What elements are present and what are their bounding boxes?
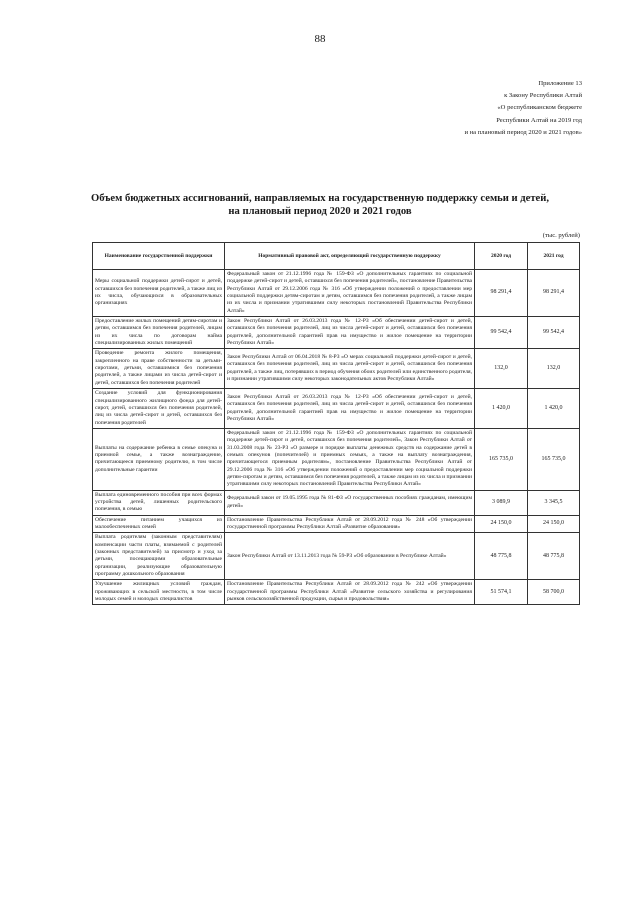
amount-2020-cell: 24 150,0: [475, 515, 528, 533]
support-name-cell: Обеспечение питанием учащихся из малообеспеченных семей: [93, 515, 225, 533]
amount-2021-cell: 165 735,0: [528, 428, 580, 490]
units-label: (тыс. рублей): [542, 232, 580, 239]
amount-2021-cell: 3 345,5: [528, 490, 580, 515]
appendix-header: [464, 78, 582, 139]
legal-act-cell: Постановление Правительства Республики Алтай от 28.09.2012 года № 248 «Об утверждении государственной программы Республики Алтай «Развитие образования»: [225, 515, 475, 533]
table-row: [93, 389, 580, 429]
amount-2020-cell: 51 574,1: [475, 580, 528, 605]
header-2021: 2021 год: [528, 243, 580, 270]
amount-2021-cell: 98 291,4: [528, 270, 580, 317]
support-name-cell: Меры социальной поддержки детей-сирот и детей, оставшихся без попечения родителей, а также лиц из их числа, обучающихся в образовательных организациях: [93, 270, 225, 317]
support-name-cell: Проведение ремонта жилого помещения, закрепленного на праве собственности за детьми-сиротами, детьми, оставшимися без попечения родителей, а также лицами из числа детей-сирот и детей, оставшихся без попечения родителей: [93, 349, 225, 389]
table-row: [93, 515, 580, 533]
table-row: [93, 270, 580, 317]
appendix-line: к Закону Республики Алтай: [504, 92, 582, 100]
title-line: на плановый период 2020 и 2021 годов: [228, 206, 412, 217]
table-row: [93, 533, 580, 580]
table-row: [93, 490, 580, 515]
legal-act-cell: Закон Республики Алтай от 13.11.2013 года № 59-РЗ «Об образовании в Республике Алтай»: [225, 533, 475, 580]
header-2020: 2020 год: [475, 243, 528, 270]
appendix-line: и на плановый период 2020 и 2021 годов»: [464, 128, 582, 136]
amount-2020-cell: 165 735,0: [475, 428, 528, 490]
document-title: [60, 192, 580, 218]
budget-table: [92, 242, 580, 605]
table-row: [93, 349, 580, 389]
amount-2021-cell: 132,0: [528, 349, 580, 389]
title-line: Объем бюджетных ассигнований, направляемых на государственную поддержку семьи и детей,: [90, 193, 550, 204]
amount-2021-cell: 48 775,8: [528, 533, 580, 580]
amount-2020-cell: 3 089,9: [475, 490, 528, 515]
table-row: [93, 428, 580, 490]
amount-2020-cell: 48 775,8: [475, 533, 528, 580]
support-name-cell: Выплата родителям (законным представителям) компенсации части платы, взимаемой с родителей (законных представителей) за присмотр и уход за детьми, посещающими образовательные организации, реализующие образовательную программу дошкольного образования: [93, 533, 225, 580]
amount-2021-cell: 24 150,0: [528, 515, 580, 533]
legal-act-cell: Федеральный закон от 21.12.1996 года № 159-ФЗ «О дополнительных гарантиях по социальной поддержке детей-сирот и детей, оставшихся без попечения родителей», Закон Республики Алтай от 31.03.2008 года № 23-РЗ «О размере и порядке выплаты денежных средств на содержание детей в семьях опекунов (попечителей) и приемных семьях, а также на выплату вознаграждения, причитающегося приемным родителям», постановление Правительства Республики Алтай от 29.12.2006 года № 316 «Об утверждении положений о предоставлении мер социальной поддержки детям-сиротам и детям, оставшимся без попечения родителей, а также лицам из их числа и признании утратившими силу некоторых постановлений Правительства Республики Алтай»: [225, 428, 475, 490]
amount-2020-cell: 98 291,4: [475, 270, 528, 317]
legal-act-cell: Закон Республики Алтай от 06.04.2018 № 8-РЗ «О мерах социальной поддержки детей-сирот и детей, оставшихся без попечения родителей, лиц из числа детей-сирот и детей, оставшихся без попечения родителей, а также лиц, потерявших в период обучения обоих родителей или единственного родителя, и признании утратившими силу некоторых законодательных актов Республики Алтай»: [225, 349, 475, 389]
amount-2021-cell: 58 700,0: [528, 580, 580, 605]
table-row: [93, 580, 580, 605]
support-name-cell: Предоставление жилых помещений детям-сиротам и детям, оставшимся без попечения родителей, лицам из их числа по договорам найма специализированных жилых помещений: [93, 317, 225, 349]
legal-act-cell: Закон Республики Алтай от 26.03.2013 года № 12-РЗ «Об обеспечении детей-сирот и детей, оставшихся без попечения родителей, лиц из числа детей-сирот и детей, оставшихся без попечения родителей, дополнительной гарантией прав на имущество и жилое помещение на территории Республики Алтай»: [225, 389, 475, 429]
table-row: [93, 317, 580, 349]
amount-2020-cell: 99 542,4: [475, 317, 528, 349]
amount-2021-cell: 1 420,0: [528, 389, 580, 429]
support-name-cell: Выплаты на содержание ребенка в семье опекуна и приемной семье, а также вознаграждение, причитающееся приемному родителю, в том числе дополнительные гарантии: [93, 428, 225, 490]
page-number: 88: [314, 33, 326, 45]
appendix-line: «О республиканском бюджете: [497, 104, 582, 112]
legal-act-cell: Федеральный закон от 21.12.1996 года № 159-ФЗ «О дополнительных гарантиях по социальной поддержке детей-сирот и детей, оставшихся без попечения родителей», постановление Правительства Республики Алтай от 29.12.2006 года № 316 «Об утверждении положений о предоставлении мер социальной поддержки детям-сиротам и детям, оставшимся без попечения родителей, а также лицам из их числа и признании утратившими силу некоторых постановлений Правительства Республики Алтай»: [225, 270, 475, 317]
legal-act-cell: Федеральный закон от 19.05.1995 года № 81-ФЗ «О государственных пособиях гражданам, имеющим детей»: [225, 490, 475, 515]
table-header-row: [93, 243, 580, 270]
appendix-line: Республики Алтай на 2019 год: [496, 116, 582, 124]
amount-2020-cell: 132,0: [475, 349, 528, 389]
amount-2021-cell: 99 542,4: [528, 317, 580, 349]
amount-2020-cell: 1 420,0: [475, 389, 528, 429]
header-name: Наименование государственной поддержки: [93, 243, 225, 270]
support-name-cell: Улучшение жилищных условий граждан, проживающих в сельской местности, в том числе молодых семей и молодых специалистов: [93, 580, 225, 605]
appendix-line: Приложение 13: [538, 80, 582, 87]
header-act: Нормативный правовой акт, определяющий государственную поддержку: [225, 243, 475, 270]
legal-act-cell: Закон Республики Алтай от 26.03.2013 года № 12-РЗ «Об обеспечении детей-сирот и детей, оставшихся без попечения родителей, лиц из числа детей-сирот и детей, оставшихся без попечения родителей, дополнительной гарантией прав на имущество и жилое помещение на территории Республики Алтай»: [225, 317, 475, 349]
support-name-cell: Выплата единовременного пособия при всех формах устройства детей, лишенных родительского попечения, в семью: [93, 490, 225, 515]
legal-act-cell: Постановление Правительства Республики Алтай от 28.09.2012 года № 242 «Об утверждении государственной программы Республики Алтай «Развитие сельского хозяйства и регулирования рынков сельскохозяйственной продукции, сырья и продовольствия»: [225, 580, 475, 605]
support-name-cell: Создание условий для функционирования специализированного жилищного фонда для детей-сирот, детей, оставшихся без попечения родителей, лиц из числа детей-сирот и детей, оставшихся без попечения родителей: [93, 389, 225, 429]
